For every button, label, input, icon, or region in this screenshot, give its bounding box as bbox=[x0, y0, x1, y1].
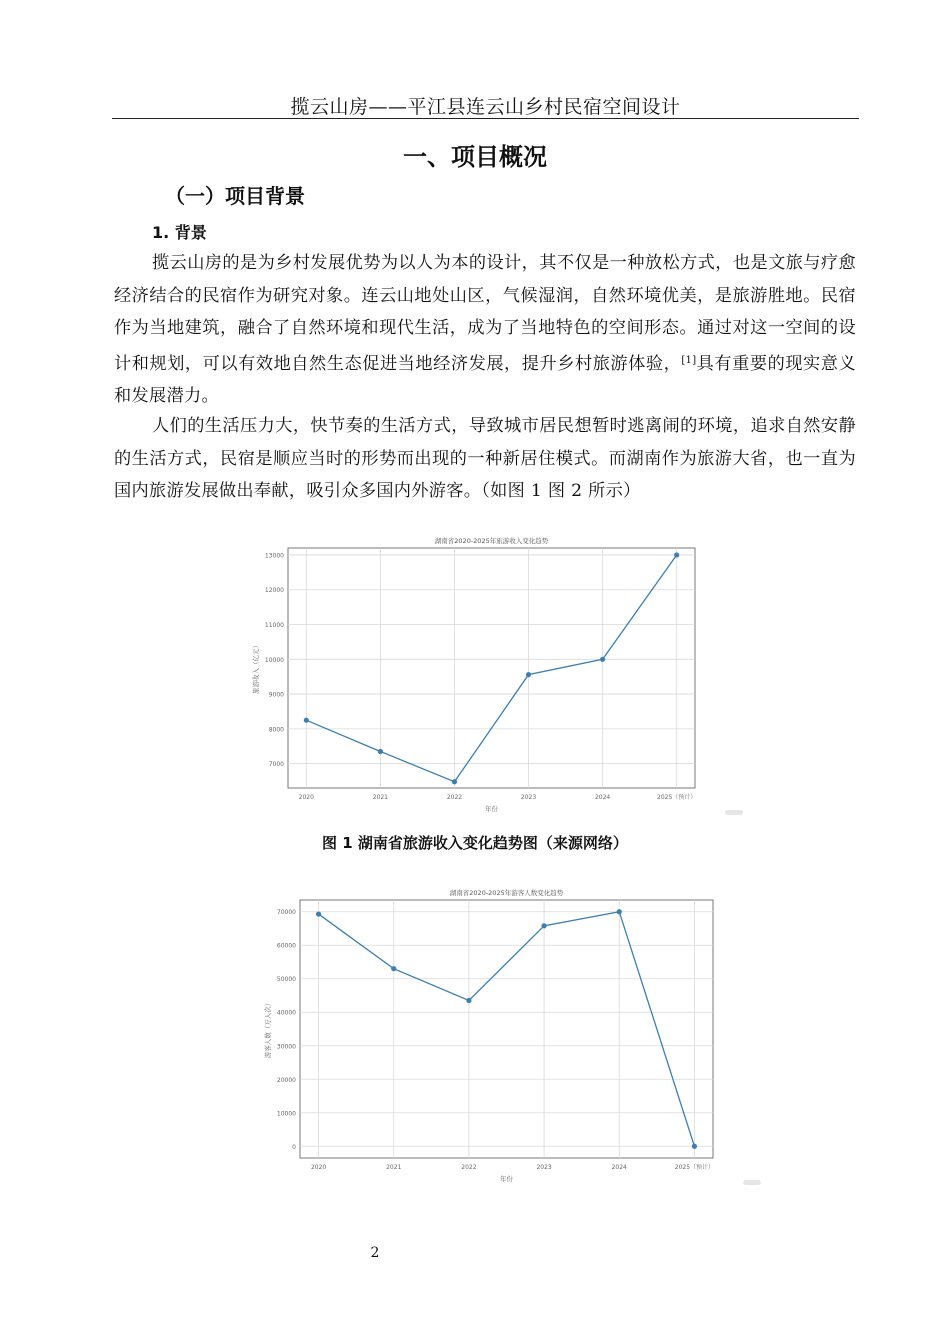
figure-1-caption: 图 1 湖南省旅游收入变化趋势图（来源网络） bbox=[322, 834, 628, 852]
header-rule bbox=[112, 118, 859, 119]
data-point bbox=[452, 779, 457, 784]
data-point bbox=[526, 672, 531, 677]
y-tick-label: 8000 bbox=[268, 726, 284, 734]
subsubsection-title: 1. 背景 bbox=[152, 223, 207, 242]
data-point bbox=[316, 911, 321, 916]
y-tick-label: 50000 bbox=[276, 976, 296, 984]
chart-tourist-count bbox=[258, 883, 768, 1193]
x-tick-label: 2023 bbox=[536, 1164, 552, 1171]
x-tick-label: 2025（预计） bbox=[657, 794, 697, 801]
data-point bbox=[617, 909, 622, 914]
y-tick-label: 70000 bbox=[276, 909, 296, 917]
watermark-badge bbox=[725, 810, 743, 815]
y-tick-label: 20000 bbox=[276, 1076, 296, 1084]
data-point bbox=[674, 552, 679, 557]
x-tick-label: 2020 bbox=[310, 1164, 327, 1171]
x-tick-label: 2022 bbox=[461, 1164, 477, 1171]
watermark-badge bbox=[743, 1180, 761, 1185]
data-point bbox=[466, 998, 471, 1003]
x-axis-label: 年份 bbox=[485, 805, 498, 813]
plot-frame bbox=[300, 900, 713, 1158]
subsection-title: （一）项目背景 bbox=[165, 184, 305, 208]
y-axis-label: 游客人数（万人次） bbox=[264, 999, 272, 1059]
citation-ref: [1] bbox=[681, 354, 697, 366]
chart-title: 湖南省2020-2025年游客人数变化趋势 bbox=[449, 889, 564, 897]
data-point bbox=[304, 718, 309, 723]
plot-frame bbox=[288, 548, 695, 788]
page-number: 2 bbox=[370, 1245, 380, 1261]
y-tick-label: 60000 bbox=[276, 942, 296, 950]
y-tick-label: 30000 bbox=[276, 1043, 296, 1051]
y-tick-label: 10000 bbox=[264, 656, 284, 664]
data-point bbox=[692, 1144, 697, 1149]
y-tick-label: 0 bbox=[292, 1143, 296, 1151]
x-tick-label: 2022 bbox=[446, 794, 463, 801]
y-tick-label: 12000 bbox=[264, 587, 284, 595]
data-point bbox=[378, 749, 383, 754]
y-tick-label: 40000 bbox=[276, 1009, 296, 1017]
paragraph-1-text: 揽云山房的是为乡村发展优势为以人为本的设计，其不仅是一种放松方式，也是文旅与疗愈经济结合的民宿作为研究对象。连云山地处山区，气候湿润，自然环境优美，是旅游胜地。民宿作为当地建筑，融合了自然环境和现代生活，成为了当地特色的空间形态。通过对这一空间的设计和规划，可以有效地自然生态促进当地经济发展，提升乡村旅游体验， bbox=[114, 253, 856, 374]
x-tick-label: 2021 bbox=[372, 794, 389, 801]
data-point bbox=[600, 657, 605, 662]
y-tick-label: 13000 bbox=[264, 552, 284, 560]
x-tick-label: 2025（预计） bbox=[674, 1164, 715, 1171]
y-axis-label: 旅游收入（亿元） bbox=[252, 642, 260, 694]
data-point bbox=[391, 966, 396, 971]
y-tick-label: 10000 bbox=[276, 1110, 296, 1118]
chart-title: 湖南省2020-2025年旅游收入变化趋势 bbox=[434, 537, 549, 545]
paragraph-1 bbox=[114, 247, 856, 413]
y-tick-label: 7000 bbox=[268, 761, 284, 769]
data-point bbox=[541, 923, 546, 928]
x-axis-label: 年份 bbox=[500, 1175, 513, 1183]
y-tick-label: 9000 bbox=[268, 691, 284, 699]
section-title: 一、项目概况 bbox=[403, 143, 547, 171]
paragraph-1-tail: 具有重要的现实意义和发展潜力。 bbox=[114, 353, 857, 406]
x-tick-label: 2024 bbox=[611, 1164, 627, 1171]
paragraph-2: 人们的生活压力大，快节奏的生活方式，导致城市居民想暂时逃离闹的环境，追求自然安静的生活方式，民宿是顺应当时的形势而出现的一种新居住模式。而湖南作为旅游大省，也一直为国内旅游发展做出奉献，吸引众多国内外游客。（如图 1 图 2 所示） bbox=[114, 416, 856, 501]
x-tick-label: 2021 bbox=[386, 1164, 402, 1171]
running-header: 揽云山房——平江县连云山乡村民宿空间设计 bbox=[290, 96, 681, 118]
x-tick-label: 2023 bbox=[520, 794, 537, 801]
x-tick-label: 2024 bbox=[594, 794, 611, 801]
x-tick-label: 2020 bbox=[298, 794, 314, 801]
y-tick-label: 11000 bbox=[264, 622, 284, 630]
chart-tourism-revenue bbox=[248, 532, 748, 822]
